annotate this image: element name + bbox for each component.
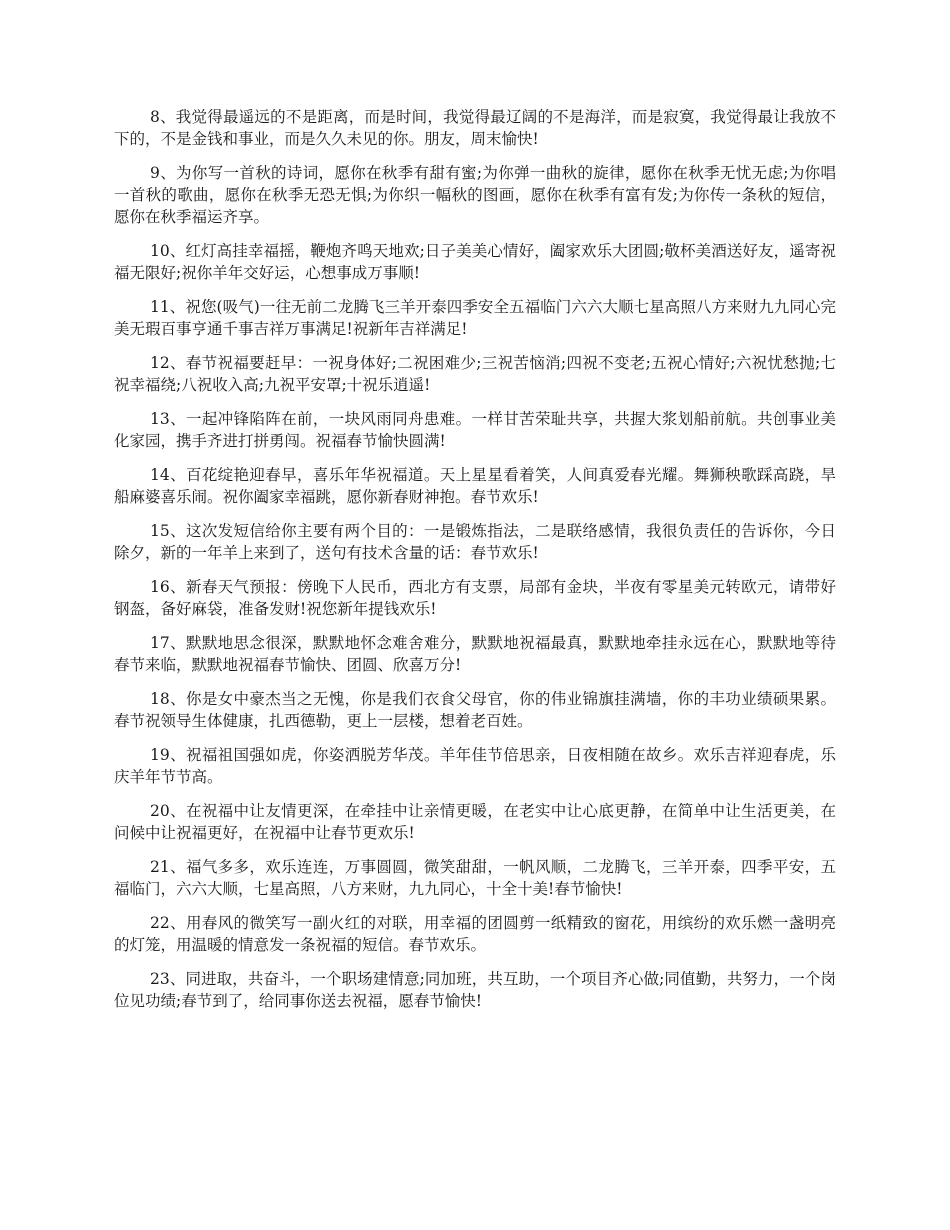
paragraph-14: 14、百花绽艳迎春早，喜乐年华祝福道。天上星星看着笑，人间真爱春光耀。舞狮秧歌踩高跷，旱船麻婆喜乐闹。祝你阖家幸福跳，愿你新春财神抱。春节欢乐! xyxy=(114,466,836,506)
document-body xyxy=(114,106,836,1024)
paragraph-19: 19、祝福祖国强如虎，你姿洒脱芳华茂。羊年佳节倍思亲，日夜相随在故乡。欢乐吉祥迎春虎，乐庆羊年节节高。 xyxy=(114,746,836,786)
paragraph-22: 22、用春风的微笑写一副火红的对联，用幸福的团圆剪一纸精致的窗花，用缤纷的欢乐燃一盏明亮的灯笼，用温暖的情意发一条祝福的短信。春节欢乐。 xyxy=(114,914,836,954)
paragraph-23: 23、同进取，共奋斗，一个职场建情意;同加班，共互助，一个项目齐心做;同值勤，共努力，一个岗位见功绩;春节到了，给同事你送去祝福，愿春节愉快! xyxy=(114,970,836,1010)
paragraph-13: 13、一起冲锋陷阵在前，一块风雨同舟患难。一样甘苦荣耻共享，共握大浆划船前航。共创事业美化家园，携手齐进打拼勇闯。祝福春节愉快圆满! xyxy=(114,410,836,450)
paragraph-20: 20、在祝福中让友情更深，在牵挂中让亲情更暖，在老实中让心底更静，在简单中让生活更美，在问候中让祝福更好，在祝福中让春节更欢乐! xyxy=(114,802,836,842)
paragraph-8: 8、我觉得最遥远的不是距离，而是时间，我觉得最辽阔的不是海洋，而是寂寞，我觉得最让我放不下的，不是金钱和事业，而是久久未见的你。朋友，周末愉快! xyxy=(114,108,836,148)
paragraph-17: 17、默默地思念很深，默默地怀念难舍难分，默默地祝福最真，默默地牵挂永远在心，默默地等待春节来临，默默地祝福春节愉快、团圆、欣喜万分! xyxy=(114,634,836,674)
paragraph-11: 11、祝您(吸气)一往无前二龙腾飞三羊开泰四季安全五福临门六六大顺七星高照八方来财九九同心完美无瑕百事亨通千事吉祥万事满足!祝新年吉祥满足! xyxy=(114,298,836,338)
paragraph-9: 9、为你写一首秋的诗词，愿你在秋季有甜有蜜;为你弹一曲秋的旋律，愿你在秋季无忧无虑;为你唱一首秋的歌曲，愿你在秋季无恐无惧;为你织一幅秋的图画，愿你在秋季有富有发;为你传一条秋的短信，愿你在秋季福运齐享。 xyxy=(114,164,836,226)
paragraph-16: 16、新春天气预报：傍晚下人民币，西北方有支票，局部有金块，半夜有零星美元转欧元，请带好钢盔，备好麻袋，准备发财!祝您新年提钱欢乐! xyxy=(114,578,836,618)
paragraph-18: 18、你是女中豪杰当之无愧，你是我们衣食父母官，你的伟业锦旗挂满墙，你的丰功业绩硕果累。春节祝领导生体健康，扎西德勒，更上一层楼，想着老百姓。 xyxy=(114,690,836,730)
paragraph-10: 10、红灯高挂幸福摇，鞭炮齐鸣天地欢;日子美美心情好，阖家欢乐大团圆;敬杯美酒送好友，遥寄祝福无限好;祝你羊年交好运，心想事成万事顺! xyxy=(114,242,836,282)
paragraph-15: 15、这次发短信给你主要有两个目的：一是锻炼指法，二是联络感情，我很负责任的告诉你，今日除夕，新的一年羊上来到了，送句有技术含量的话：春节欢乐! xyxy=(114,522,836,562)
paragraph-21: 21、福气多多，欢乐连连，万事圆圆，微笑甜甜，一帆风顺，二龙腾飞，三羊开泰，四季平安，五福临门，六六大顺，七星高照，八方来财，九九同心，十全十美!春节愉快! xyxy=(114,858,836,898)
paragraph-12: 12、春节祝福要赶早：一祝身体好;二祝困难少;三祝苦恼消;四祝不变老;五祝心情好;六祝忧愁抛;七祝幸福绕;八祝收入高;九祝平安罩;十祝乐逍遥! xyxy=(114,354,836,394)
